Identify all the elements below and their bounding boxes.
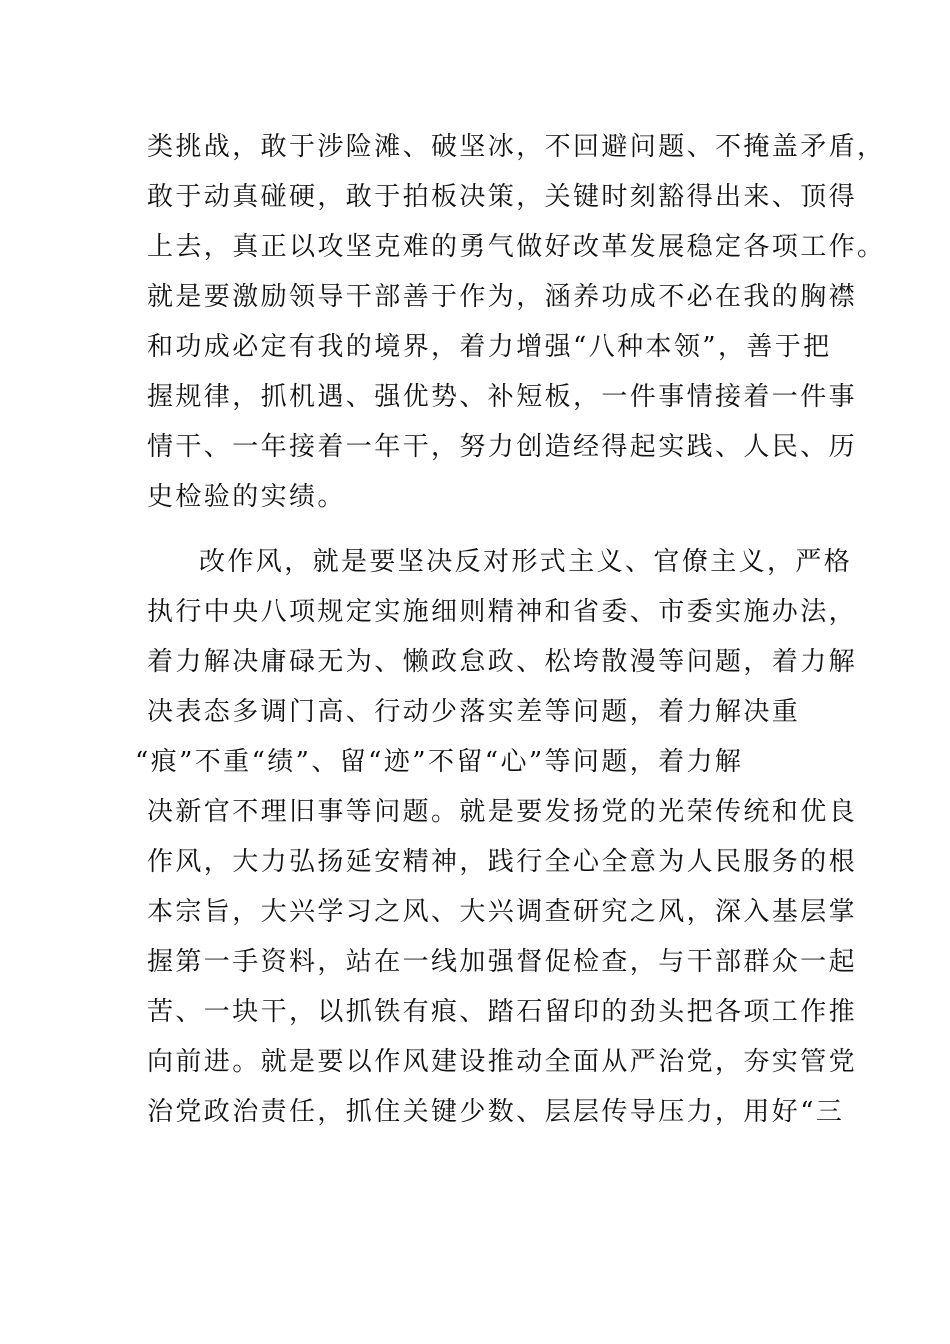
paragraph-2-line: 作风，大力弘扬延安精神，践行全心全意为人民服务的根 (147, 847, 858, 877)
paragraph-2-line: 治党政治责任，抓住关键少数、层层传导压力，用好“三 (147, 1097, 845, 1127)
paragraph-2-line: 向前进。就是要以作风建设推动全面从严治党，夯实管党 (147, 1047, 858, 1077)
paragraph-2-line: 决新官不理旧事等问题。就是要发扬党的光荣传统和优良 (147, 797, 858, 827)
paragraph-1-line: 和功成必定有我的境界，着力增强“八种本领”，善于把 (147, 332, 832, 362)
paragraph-1-line: 类挑战，敢于涉险滩、破坚冰，不回避问题、不掩盖矛盾， (147, 132, 886, 162)
paragraph-2-line: 着力解决庸碌无为、懒政怠政、松垮散漫等问题，着力解 (147, 647, 858, 677)
paragraph-2-line: 改作风，就是要坚决反对形式主义、官僚主义，严格 (199, 547, 853, 577)
paragraph-2 (135, 537, 858, 1137)
paragraph-1 (147, 122, 886, 522)
paragraph-2-line: 决表态多调门高、行动少落实差等问题，着力解决重 (147, 697, 801, 727)
paragraph-1-line: 握规律，抓机遇、强优势、补短板，一件事情接着一件事 (147, 382, 858, 412)
paragraph-1-line: 就是要激励领导干部善于作为，涵养功成不必在我的胸襟 (147, 282, 858, 312)
paragraph-1-line: 情干、一年接着一年干，努力创造经得起实践、人民、历 (147, 432, 858, 462)
paragraph-2-line: 执行中央八项规定实施细则精神和省委、市委实施办法， (147, 597, 858, 627)
paragraph-2-line: 苦、一块干，以抓铁有痕、踏石留印的劲头把各项工作推 (147, 997, 858, 1027)
paragraph-2-line: 握第一手资料，站在一线加强督促检查，与干部群众一起 (147, 947, 858, 977)
paragraph-2-line: 本宗旨，大兴学习之风、大兴调查研究之风，深入基层掌 (147, 897, 858, 927)
paragraph-2-line: “痕”不重“绩”、留“迹”不留“心”等问题，着力解 (135, 747, 744, 777)
paragraph-1-line: 上去，真正以攻坚克难的勇气做好改革发展稳定各项工作。 (147, 232, 886, 262)
paragraph-1-line: 史检验的实绩。 (147, 482, 346, 512)
paragraph-1-line: 敢于动真碰硬，敢于拍板决策，关键时刻豁得出来、顶得 (147, 182, 858, 212)
